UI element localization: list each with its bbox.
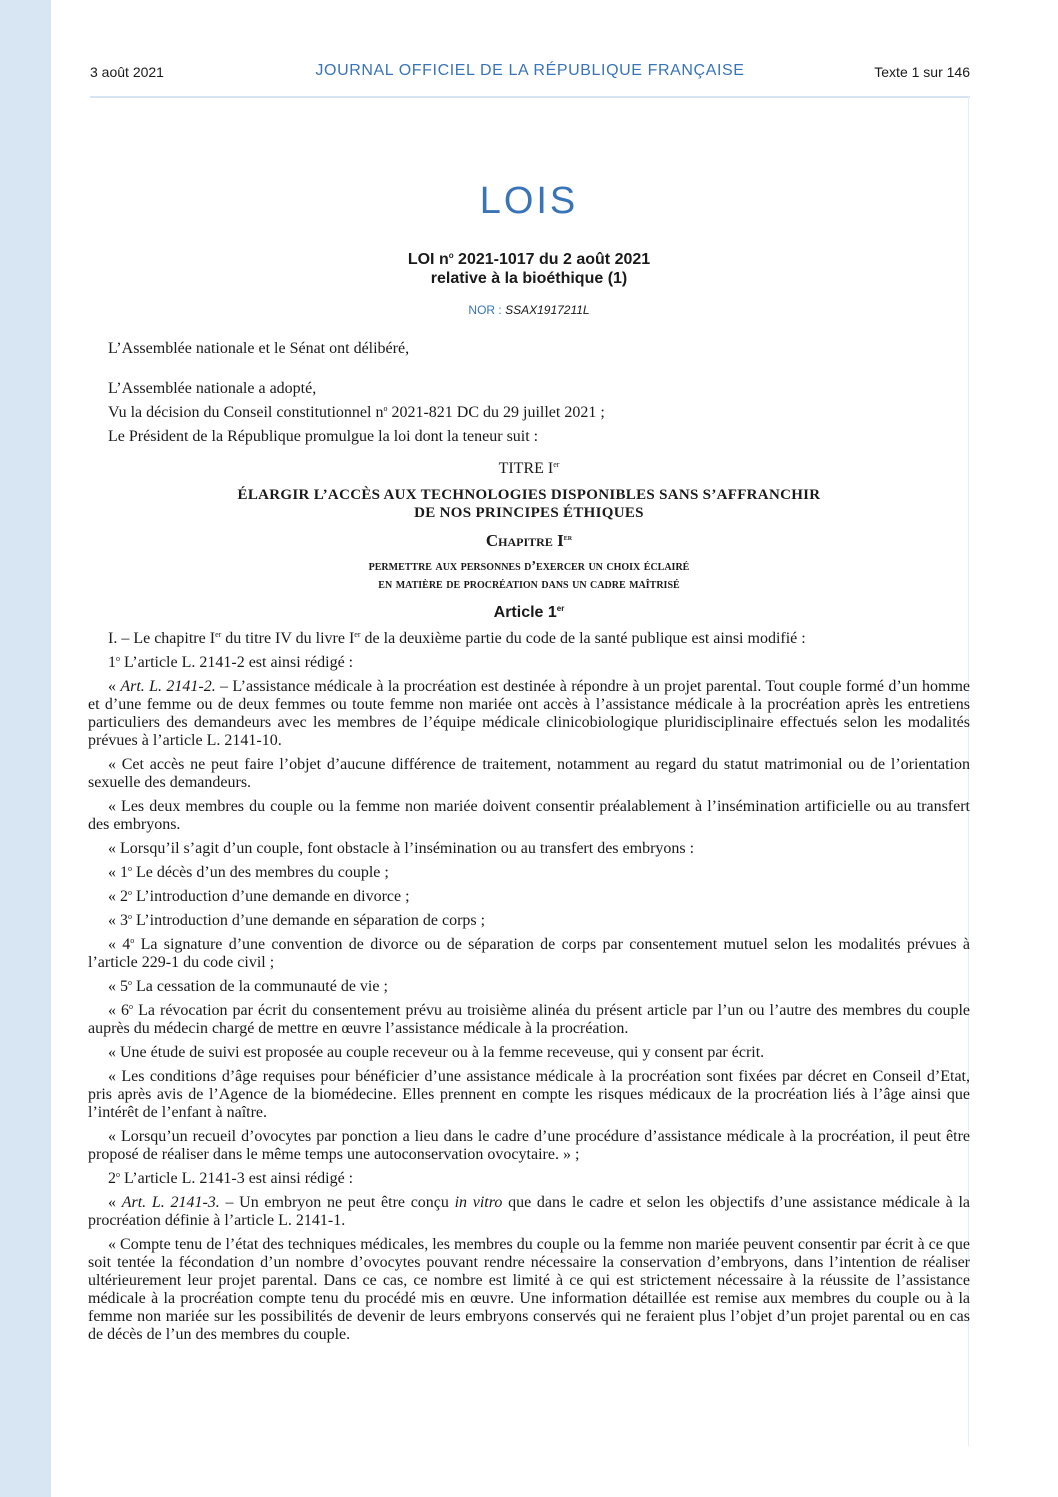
journal-title: JOURNAL OFFICIEL DE LA RÉPUBLIQUE FRANÇAISE <box>315 62 745 79</box>
obstacle-5: « 5$^o$ La cessation de la communauté de vie ; <box>108 978 388 995</box>
law-title: LOI $n^o$ 2021-1017 du 2 août 2021 <box>407 251 651 268</box>
paragraph-compte-tenu: « Compte tenu de l’état des techniques médicales, les membres du couple ou la femme non mariée peuvent consentir par écrit à ce que soit tentée la fécondation d’un nombre d’ovocytes pouvant rendre nécessaire la conservation d’embryons, dans l’intention de réaliser ultérieurement leur projet parental. Dans ce cas, ce nombre est limité à ce qui est strictement nécessaire à la réussite de l’assistance médicale à la procréation compte tenu du procédé mis en œuvre. Une information détaillée est remise aux membres du couple ou à la femme non mariée sur les possibilités de devenir de leurs embryons conservés qui ne feraient plus l’objet d’un projet parental ou en cas de décès de l’un des membres du couple. <box>88 1236 970 1343</box>
obstacle-3: « 3$^o$ L’introduction d’une demande en séparation de corps ; <box>108 912 486 929</box>
nor-label: NOR : <box>468 303 506 317</box>
preamble-deliberation: L’Assemblée nationale et le Sénat ont délibéré, <box>108 340 410 357</box>
chapitre-label: Chapitre Ier <box>485 531 573 550</box>
preamble-adoption: L’Assemblée nationale a adopté, <box>108 380 317 397</box>
obstacle-2: « 2$^o$ L’introduction d’une demande en divorce ; <box>108 888 410 905</box>
page-side-strip <box>0 0 51 1497</box>
section-title: LOIS <box>479 180 579 222</box>
journal-header <box>90 60 970 90</box>
preamble-vu: Vu la décision du Conseil constitutionnel $n^o$ 2021-821 DC du 29 juillet 2021 ; <box>108 404 605 421</box>
law-subtitle: relative à la bioéthique (1) <box>430 270 628 287</box>
chapitre-heading: permettre aux personnes d’exercer un choix éclairé en matière de procréation dans un cadre maîtrisé <box>368 559 690 592</box>
paragraph-acces: « Cet accès ne peut faire l’objet d’aucune différence de traitement, notamment au regard du statut matrimonial ou de l’orientation sexuelle des demandeurs. <box>88 756 970 791</box>
paragraph-i: I. – Le chapitre Ier du titre IV du livre Ier de la deuxième partie du code de la santé publique est ainsi modifié : <box>108 630 806 647</box>
obstacle-4: « 4$^o$ La signature d’une convention de divorce ou de séparation de corps par consentement mutuel selon les modalités prévues à l’article 229-1 du code civil ; <box>88 936 971 971</box>
paragraph-recueil: « Lorsqu’un recueil d’ovocytes par ponction a lieu dans le cadre d’une procédure d’assistance médicale à la procréation, il peut être proposé de réaliser dans le même temps une autoconservation ovocytaire. » ; <box>88 1128 970 1163</box>
header-date: 3 août 2021 <box>90 64 164 80</box>
obstacle-6: « 6$^o$ La révocation par écrit du consentement prévu au troisième alinéa du présent article par l’un ou l’autre des membres du couple auprès du médecin chargé de mettre en œuvre l’assistance médicale à la procréation. <box>88 1002 971 1037</box>
paragraph-etude: « Une étude de suivi est proposée au couple receveur ou à la femme receveuse, qui y consent par écrit. <box>108 1044 765 1061</box>
paragraph-conditions: « Les conditions d’âge requises pour bénéficier d’une assistance médicale à la procréation sont fixées par décret en Conseil d’Etat, pris après avis de l’Agence de la biomédecine. Elles prennent en compte les risques médicaux de la procréation liés à l’âge ainsi que l’intérêt de l’enfant à naître. <box>88 1068 970 1121</box>
nor-code: SSAX1917211L <box>505 303 590 317</box>
header-page-counter: Texte 1 sur 146 <box>874 64 970 80</box>
paragraph-obstacles: « Lorsqu’il s’agit d’un couple, font obstacle à l’insémination ou au transfert des embryons : <box>108 840 695 857</box>
titre-label: TITRE Ier <box>498 460 560 477</box>
article-l2141-2: « Art. L. 2141-2. – L’assistance médicale à la procréation est destinée à répondre à un projet parental. Tout couple formé d’un homme et d’une femme ou de deux femmes ou toute femme non mariée ont accès à l’assistance médicale à la procréation après les entretiens particuliers des demandeurs avec les membres de l’équipe médicale clinicobiologique pluridisciplinaire effectués selon les modalités prévues à l’article L. 2141-10. <box>88 678 971 749</box>
item-2: 2$^o$ L’article L. 2141-3 est ainsi rédigé : <box>108 1170 354 1187</box>
law-title-block <box>88 250 970 288</box>
header-divider <box>90 96 970 98</box>
law-body <box>88 340 970 1350</box>
paragraph-consentement: « Les deux membres du couple ou la femme non mariée doivent consentir préalablement à l’insémination artificielle ou au transfert des embryons. <box>88 798 970 833</box>
item-1: 1$^o$ L’article L. 2141-2 est ainsi rédigé : <box>108 654 354 671</box>
article-l2141-3: « Art. L. 2141-3. – Un embryon ne peut être conçu in vitro que dans le cadre et selon les objectifs d’une assistance médicale à la procréation définie à l’article L. 2141-1. <box>88 1194 971 1229</box>
preamble-promulgation: Le Président de la République promulgue la loi dont la teneur suit : <box>108 428 539 445</box>
titre-heading: ÉLARGIR L’ACCÈS AUX TECHNOLOGIES DISPONIBLES SANS S’AFFRANCHIR DE NOS PRINCIPES ÉTHIQUES <box>237 487 821 521</box>
nor-reference <box>88 303 970 317</box>
obstacle-1: « 1$^o$ Le décès d’un des membres du couple ; <box>108 864 389 881</box>
article-title: Article 1er <box>493 604 565 621</box>
